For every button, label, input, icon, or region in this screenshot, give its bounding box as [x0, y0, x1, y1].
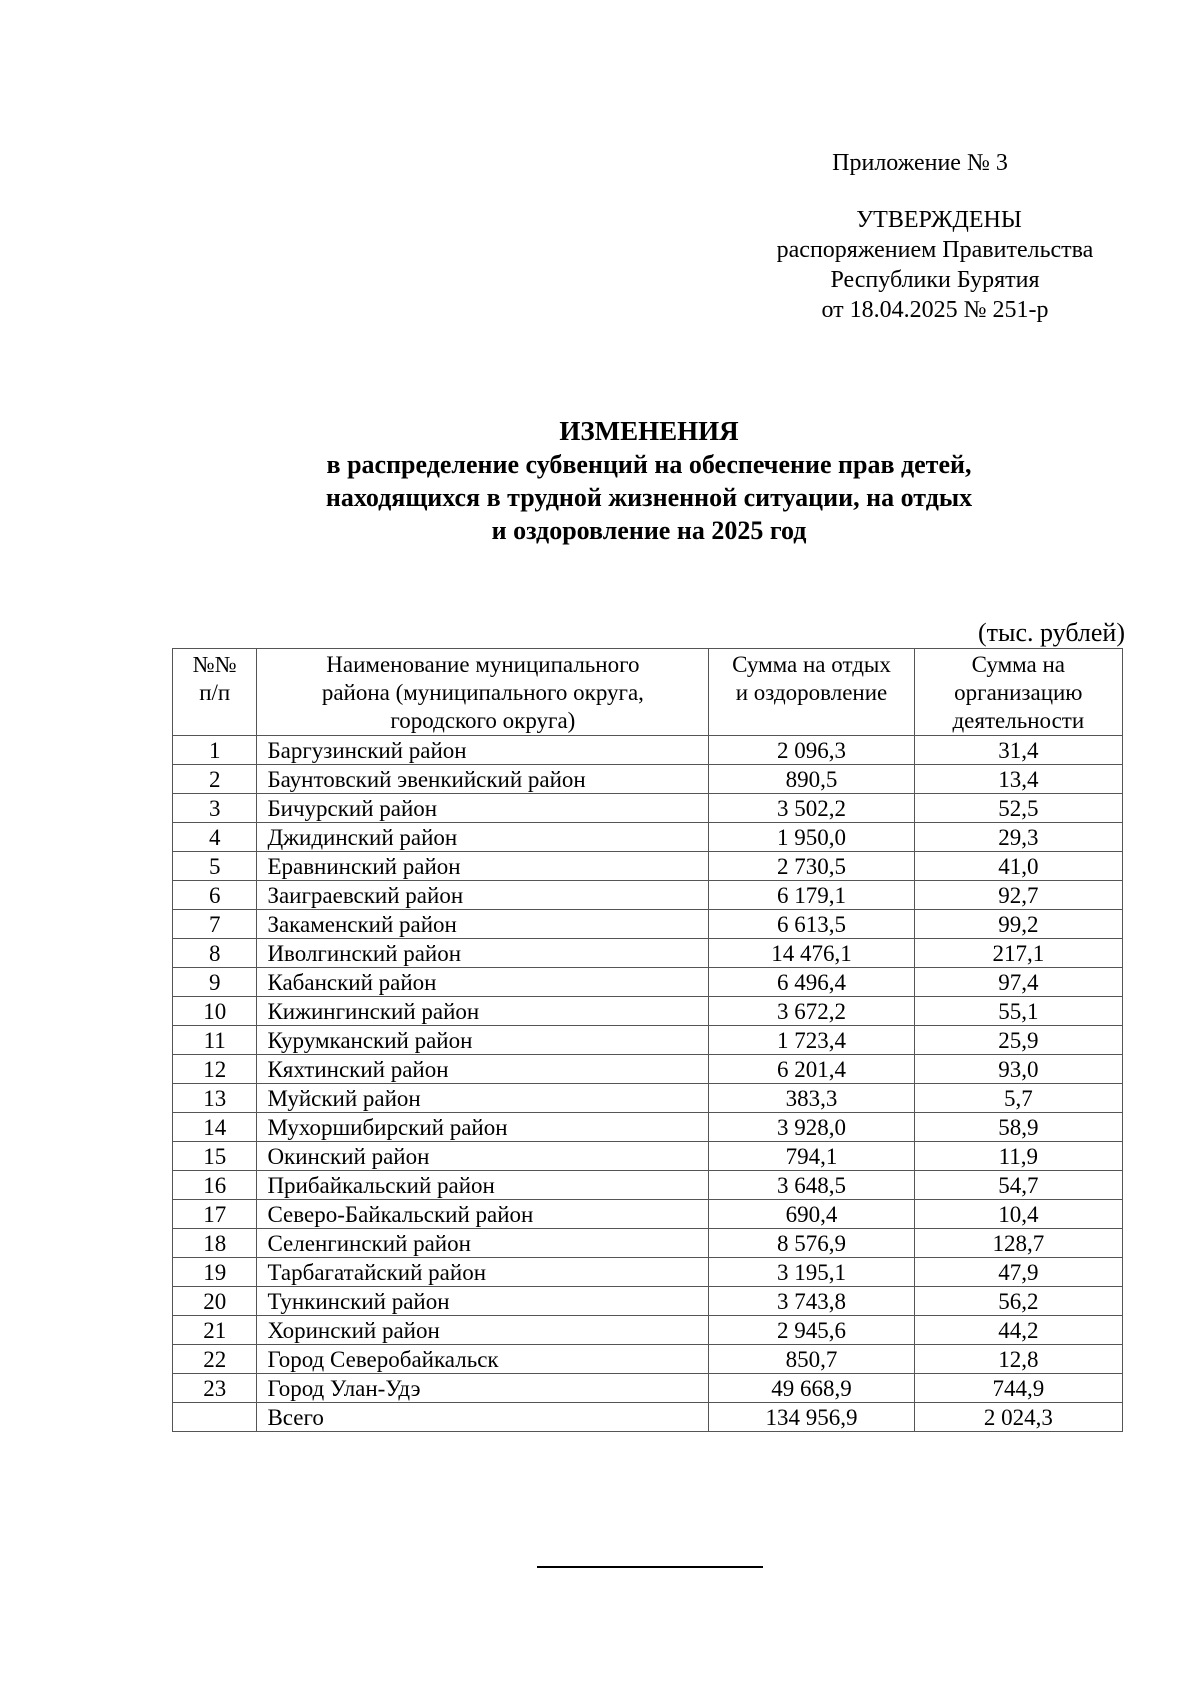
table-row [173, 1316, 1123, 1345]
table-row [173, 1055, 1123, 1084]
table-header-row [173, 649, 1123, 736]
table-row [173, 1374, 1123, 1403]
row-number: 20 [173, 1287, 257, 1316]
row-number: 3 [173, 794, 257, 823]
rest-amount: 3 672,2 [709, 997, 914, 1026]
district-name: Закаменский район [257, 910, 709, 939]
org-amount: 217,1 [914, 939, 1122, 968]
rest-amount: 3 502,2 [709, 794, 914, 823]
org-amount: 13,4 [914, 765, 1122, 794]
rest-amount: 1 950,0 [709, 823, 914, 852]
row-number: 18 [173, 1229, 257, 1258]
title-line: в распределение субвенций на обеспечение прав детей, [326, 450, 972, 479]
row-number: 1 [173, 736, 257, 765]
district-name: Город Северобайкальск [257, 1345, 709, 1374]
table-row [173, 1171, 1123, 1200]
units-label: (тыс. рублей) [977, 618, 1125, 647]
appendix-label: Приложение № 3 [832, 150, 1008, 176]
header-name [257, 649, 709, 736]
district-name: Кижингинский район [257, 997, 709, 1026]
title-line: и оздоровление на 2025 год [491, 516, 807, 545]
district-name: Прибайкальский район [257, 1171, 709, 1200]
header-line: городского округа) [390, 708, 576, 733]
district-name: Бичурский район [257, 794, 709, 823]
table-row [173, 968, 1123, 997]
table-row [173, 1026, 1123, 1055]
header-number [173, 649, 257, 736]
table-row [173, 1345, 1123, 1374]
org-amount: 97,4 [914, 968, 1122, 997]
header-line: п/п [199, 680, 231, 705]
table-row [173, 1229, 1123, 1258]
rest-amount: 690,4 [709, 1200, 914, 1229]
district-name: Еравнинский район [257, 852, 709, 881]
header-rest-sum [709, 649, 914, 736]
org-amount: 47,9 [914, 1258, 1122, 1287]
org-amount: 29,3 [914, 823, 1122, 852]
approval-date: от 18.04.2025 № 251-р [821, 297, 1049, 323]
rest-amount: 14 476,1 [709, 939, 914, 968]
rest-amount: 3 928,0 [709, 1113, 914, 1142]
district-name: Кяхтинский район [257, 1055, 709, 1084]
row-number: 12 [173, 1055, 257, 1084]
org-amount: 2 024,3 [914, 1403, 1122, 1432]
table-row [173, 1142, 1123, 1171]
rest-amount: 383,3 [709, 1084, 914, 1113]
table-row [173, 1113, 1123, 1142]
org-amount: 52,5 [914, 794, 1122, 823]
title-main: ИЗМЕНЕНИЯ [559, 416, 739, 446]
row-number: 14 [173, 1113, 257, 1142]
header-line: Сумма на отдых [732, 652, 891, 677]
rest-amount: 8 576,9 [709, 1229, 914, 1258]
total-row [173, 1403, 1123, 1432]
table-row [173, 852, 1123, 881]
row-number: 21 [173, 1316, 257, 1345]
district-name: Джидинский район [257, 823, 709, 852]
approval-line: распоряжением Правительства [776, 237, 1094, 263]
row-number: 8 [173, 939, 257, 968]
rest-amount: 134 956,9 [709, 1403, 914, 1432]
row-number: 16 [173, 1171, 257, 1200]
footer-divider [537, 1566, 763, 1568]
district-name: Хоринский район [257, 1316, 709, 1345]
row-number: 9 [173, 968, 257, 997]
rest-amount: 2 730,5 [709, 852, 914, 881]
row-number: 10 [173, 997, 257, 1026]
rest-amount: 3 648,5 [709, 1171, 914, 1200]
header-org-sum [914, 649, 1122, 736]
row-number: 5 [173, 852, 257, 881]
row-number: 7 [173, 910, 257, 939]
rest-amount: 890,5 [709, 765, 914, 794]
org-amount: 55,1 [914, 997, 1122, 1026]
row-number: 2 [173, 765, 257, 794]
district-name: Иволгинский район [257, 939, 709, 968]
district-name: Заиграевский район [257, 881, 709, 910]
org-amount: 5,7 [914, 1084, 1122, 1113]
org-amount: 128,7 [914, 1229, 1122, 1258]
document-title [172, 415, 1126, 547]
rest-amount: 2 096,3 [709, 736, 914, 765]
distribution-table [172, 648, 1123, 1432]
district-name: Муйский район [257, 1084, 709, 1113]
table-row [173, 910, 1123, 939]
org-amount: 41,0 [914, 852, 1122, 881]
title-line: находящихся в трудной жизненной ситуации, на отдых [325, 483, 973, 512]
row-number: 6 [173, 881, 257, 910]
table-row [173, 997, 1123, 1026]
approval-line: Республики Бурятия [830, 267, 1040, 293]
org-amount: 44,2 [914, 1316, 1122, 1345]
org-amount: 93,0 [914, 1055, 1122, 1084]
district-name: Тункинский район [257, 1287, 709, 1316]
row-number: 23 [173, 1374, 257, 1403]
row-number: 17 [173, 1200, 257, 1229]
header-line: №№ [192, 652, 237, 677]
org-amount: 10,4 [914, 1200, 1122, 1229]
org-amount: 54,7 [914, 1171, 1122, 1200]
org-amount: 12,8 [914, 1345, 1122, 1374]
table-row [173, 1287, 1123, 1316]
row-number: 13 [173, 1084, 257, 1113]
org-amount: 58,9 [914, 1113, 1122, 1142]
row-number: 15 [173, 1142, 257, 1171]
rest-amount: 2 945,6 [709, 1316, 914, 1345]
rest-amount: 6 613,5 [709, 910, 914, 939]
district-name: Кабанский район [257, 968, 709, 997]
district-name: Баунтовский эвенкийский район [257, 765, 709, 794]
header-line: Сумма на [971, 652, 1066, 677]
rest-amount: 794,1 [709, 1142, 914, 1171]
row-number: 19 [173, 1258, 257, 1287]
table-body [173, 736, 1123, 1432]
header-line: Наименование муниципального [326, 652, 640, 677]
district-name: Баргузинский район [257, 736, 709, 765]
header-line: и оздоровление [735, 680, 888, 705]
approved-label: УТВЕРЖДЕНЫ [856, 207, 1022, 233]
header-line: деятельности [952, 708, 1085, 733]
header-line: организацию [954, 680, 1083, 705]
org-amount: 92,7 [914, 881, 1122, 910]
org-amount: 31,4 [914, 736, 1122, 765]
row-number: 4 [173, 823, 257, 852]
district-name: Город Улан-Удэ [257, 1374, 709, 1403]
approval-block [770, 205, 1100, 325]
table-row [173, 881, 1123, 910]
org-amount: 11,9 [914, 1142, 1122, 1171]
table-row [173, 1200, 1123, 1229]
rest-amount: 850,7 [709, 1345, 914, 1374]
row-number [173, 1403, 257, 1432]
district-name: Окинский район [257, 1142, 709, 1171]
org-amount: 56,2 [914, 1287, 1122, 1316]
table-row [173, 1084, 1123, 1113]
rest-amount: 1 723,4 [709, 1026, 914, 1055]
rest-amount: 6 496,4 [709, 968, 914, 997]
district-name: Всего [257, 1403, 709, 1432]
rest-amount: 6 201,4 [709, 1055, 914, 1084]
row-number: 11 [173, 1026, 257, 1055]
district-name: Селенгинский район [257, 1229, 709, 1258]
district-name: Северо-Байкальский район [257, 1200, 709, 1229]
rest-amount: 49 668,9 [709, 1374, 914, 1403]
district-name: Тарбагатайский район [257, 1258, 709, 1287]
org-amount: 25,9 [914, 1026, 1122, 1055]
rest-amount: 3 743,8 [709, 1287, 914, 1316]
rest-amount: 6 179,1 [709, 881, 914, 910]
rest-amount: 3 195,1 [709, 1258, 914, 1287]
table-row [173, 1258, 1123, 1287]
org-amount: 744,9 [914, 1374, 1122, 1403]
table-row [173, 794, 1123, 823]
table-row [173, 823, 1123, 852]
org-amount: 99,2 [914, 910, 1122, 939]
row-number: 22 [173, 1345, 257, 1374]
district-name: Курумканский район [257, 1026, 709, 1055]
header-line: района (муниципального округа, [321, 680, 644, 705]
table-row [173, 765, 1123, 794]
district-name: Мухоршибирский район [257, 1113, 709, 1142]
table-row [173, 736, 1123, 765]
table-row [173, 939, 1123, 968]
